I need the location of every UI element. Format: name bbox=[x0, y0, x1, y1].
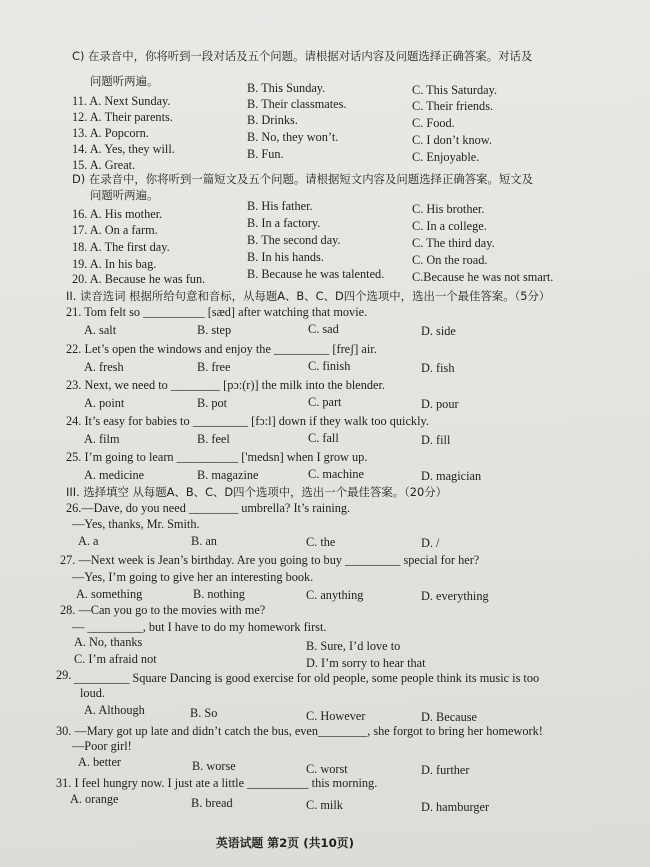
q20-option-b: B. Because he was talented. bbox=[247, 267, 385, 281]
q29-option-c: C. However bbox=[306, 709, 366, 723]
q23-option-d: D. pour bbox=[421, 397, 459, 411]
page-footer: 英语试题 第2页 (共10页) bbox=[216, 836, 354, 850]
q24-stem: 24. It’s easy for babies to _________ [fɔ:l] down if they walk too quickly. bbox=[66, 414, 429, 428]
q30-option-d: D. further bbox=[421, 763, 470, 777]
q25-option-c: C. machine bbox=[308, 467, 365, 481]
q28-option-b: B. Sure, I’d love to bbox=[306, 639, 401, 653]
q19-option-a: 19. A. In his bag. bbox=[72, 257, 157, 271]
section-iii-heading: III. 选择填空 从每题A、B、C、D四个选项中，选出一个最佳答案。（20分） bbox=[66, 485, 448, 499]
q15-option-c: C. Enjoyable. bbox=[412, 150, 480, 164]
q16-option-b: B. His father. bbox=[247, 199, 313, 213]
q23-option-c: C. part bbox=[308, 395, 342, 409]
q17-option-b: B. In a factory. bbox=[247, 216, 321, 230]
q24-option-b: B. feel bbox=[197, 432, 230, 446]
q20-option-c: C.Because he was not smart. bbox=[412, 270, 554, 284]
q11-option-a: 11. A. Next Sunday. bbox=[72, 94, 171, 108]
q30-option-a: A. better bbox=[78, 755, 122, 769]
q16-option-a: 16. A. His mother. bbox=[72, 207, 163, 221]
q27-option-d: D. everything bbox=[421, 589, 489, 603]
q24-option-d: D. fill bbox=[421, 433, 451, 447]
q19-option-c: C. On the road. bbox=[412, 253, 488, 267]
q17-option-c: C. In a college. bbox=[412, 219, 487, 233]
q17-option-a: 17. A. On a farm. bbox=[72, 223, 158, 237]
q22-option-a: A. fresh bbox=[84, 360, 124, 374]
q29-stem-cont: loud. bbox=[80, 686, 105, 700]
q15-option-b: B. Fun. bbox=[247, 147, 284, 161]
q28-reply: — _________, but I have to do my homework first. bbox=[72, 620, 327, 634]
section-d-instruction-cont: 问题听两遍。 bbox=[90, 188, 159, 202]
q14-option-b: B. No, they won’t. bbox=[247, 130, 339, 144]
q29-number: 29. bbox=[56, 668, 72, 682]
q12-option-a: 12. A. Their parents. bbox=[72, 110, 173, 124]
q13-option-c: C. Food. bbox=[412, 116, 455, 130]
q23-stem: 23. Next, we need to ________ [pɔ:(r)] the milk into the blender. bbox=[66, 378, 385, 392]
q25-option-b: B. magazine bbox=[197, 468, 259, 482]
q27-stem: 27. —Next week is Jean’s birthday. Are you going to buy _________ special for her? bbox=[60, 553, 480, 567]
q30-stem: 30. —Mary got up late and didn’t catch the bus, even________, she forgot to bring her homework! bbox=[56, 724, 543, 738]
q28-stem: 28. —Can you go to the movies with me? bbox=[60, 603, 266, 617]
q22-option-c: C. finish bbox=[308, 359, 351, 373]
q31-option-a: A. orange bbox=[70, 792, 119, 806]
q22-stem: 22. Let’s open the windows and enjoy the _________ [freʃ] air. bbox=[66, 342, 377, 356]
q31-option-b: B. bread bbox=[191, 796, 233, 810]
q20-option-a: 20. A. Because he was fun. bbox=[72, 272, 206, 286]
q12-option-b: B. Their classmates. bbox=[247, 97, 347, 111]
q26-option-c: C. the bbox=[306, 535, 336, 549]
q24-option-a: A. film bbox=[84, 432, 120, 446]
q23-option-a: A. point bbox=[84, 396, 125, 410]
q24-option-c: C. fall bbox=[308, 431, 339, 445]
q28-option-c: C. I’m afraid not bbox=[74, 652, 157, 666]
q13-option-a: 13. A. Popcorn. bbox=[72, 126, 149, 140]
q22-option-b: B. free bbox=[197, 360, 231, 374]
q21-option-b: B. step bbox=[197, 323, 232, 337]
q26-option-b: B. an bbox=[191, 534, 217, 548]
q28-option-a: A. No, thanks bbox=[74, 635, 143, 649]
q12-option-c: C. Their friends. bbox=[412, 99, 494, 113]
q25-option-d: D. magician bbox=[421, 469, 482, 483]
q18-option-b: B. The second day. bbox=[247, 233, 341, 247]
q26-option-a: A. a bbox=[78, 534, 99, 548]
section-c-instruction-cont: 问题听两遍。 bbox=[90, 74, 159, 88]
q29-stem: _________ Square Dancing is good exercise for old people, some people think its music is too bbox=[74, 671, 540, 685]
q16-option-c: C. His brother. bbox=[412, 202, 485, 216]
q30-reply: —Poor girl! bbox=[72, 739, 132, 753]
q14-option-c: C. I don’t know. bbox=[412, 133, 492, 147]
q27-option-c: C. anything bbox=[306, 588, 364, 602]
q29-option-a: A. Although bbox=[84, 703, 145, 717]
q30-option-c: C. worst bbox=[306, 762, 348, 776]
q21-option-c: C. sad bbox=[308, 322, 339, 336]
q11-option-c: C. This Saturday. bbox=[412, 83, 498, 97]
q23-option-b: B. pot bbox=[197, 396, 228, 410]
q27-option-a: A. something bbox=[76, 587, 143, 601]
q27-reply: —Yes, I’m going to give her an interesting book. bbox=[72, 570, 314, 584]
q21-stem: 21. Tom felt so __________ [sæd] after watching that movie. bbox=[66, 305, 368, 319]
q13-option-b: B. Drinks. bbox=[247, 113, 298, 127]
q26-option-d: D. / bbox=[421, 536, 440, 550]
q21-option-d: D. side bbox=[421, 324, 456, 338]
q31-option-d: D. hamburger bbox=[421, 800, 490, 814]
q18-option-c: C. The third day. bbox=[412, 236, 495, 250]
q11-option-b: B. This Sunday. bbox=[247, 81, 326, 95]
q28-option-d: D. I’m sorry to hear that bbox=[306, 656, 426, 670]
q25-option-a: A. medicine bbox=[84, 468, 145, 482]
q18-option-a: 18. A. The first day. bbox=[72, 240, 170, 254]
q15-option-a: 15. A. Great. bbox=[72, 158, 136, 172]
section-d-instruction: D) 在录音中，你将听到一篇短文及五个问题。请根据短文内容及问题选择正确答案。短文及 bbox=[72, 172, 534, 186]
q31-option-c: C. milk bbox=[306, 798, 343, 812]
q22-option-d: D. fish bbox=[421, 361, 455, 375]
q14-option-a: 14. A. Yes, they will. bbox=[72, 142, 175, 156]
q21-option-a: A. salt bbox=[84, 323, 117, 337]
q31-stem: 31. I feel hungry now. I just ate a little __________ this morning. bbox=[56, 776, 378, 790]
q19-option-b: B. In his hands. bbox=[247, 250, 324, 264]
q29-option-d: D. Because bbox=[421, 710, 477, 724]
q27-option-b: B. nothing bbox=[193, 587, 245, 601]
q29-option-b: B. So bbox=[190, 706, 218, 720]
q25-stem: 25. I’m going to learn __________ ['medsn] when I grow up. bbox=[66, 450, 368, 464]
q26-stem: 26.—Dave, do you need ________ umbrella? It’s raining. bbox=[66, 501, 351, 515]
section-ii-heading: II. 读音选词 根据所给句意和音标，从每题A、B、C、D四个选项中，选出一个最佳答案。（5分） bbox=[66, 289, 551, 303]
section-c-instruction: C) 在录音中，你将听到一段对话及五个问题。请根据对话内容及问题选择正确答案。对话及 bbox=[72, 49, 533, 63]
q26-reply: —Yes, thanks, Mr. Smith. bbox=[72, 517, 200, 531]
q30-option-b: B. worse bbox=[192, 759, 236, 773]
